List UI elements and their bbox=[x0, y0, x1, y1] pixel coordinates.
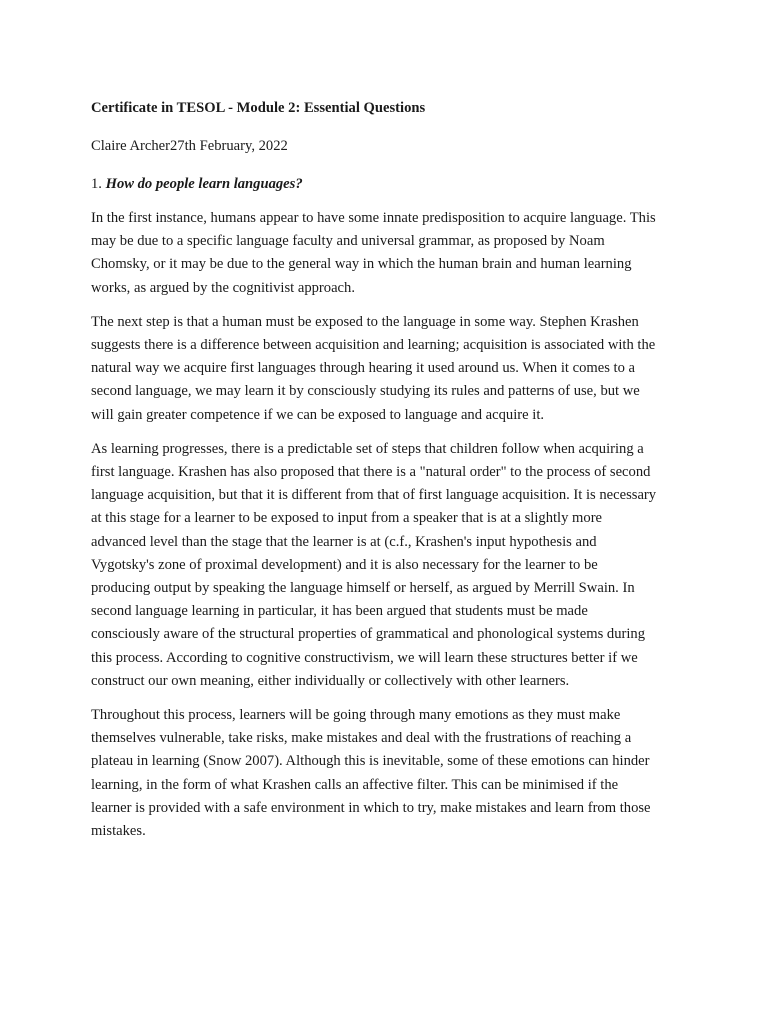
paragraph-line: Chomsky, or it may be due to the general way in which the human brain and human learning bbox=[91, 256, 632, 273]
paragraph bbox=[91, 207, 691, 300]
paragraph-line: plateau in learning (Snow 2007). Although this is inevitable, some of these emotions can hinder bbox=[91, 753, 650, 770]
paragraph-line: consciously aware of the structural properties of grammatical and phonological systems during bbox=[91, 626, 645, 643]
paragraph-line: may be due to a specific language faculty and universal grammar, as proposed by Noam bbox=[91, 233, 605, 250]
paragraph-line: producing output by speaking the language himself or herself, as argued by Merrill Swain. In bbox=[91, 580, 635, 597]
paragraph-line: construct our own meaning, either individually or collectively with other learners. bbox=[91, 672, 570, 689]
paragraph-line: mistakes. bbox=[91, 823, 146, 840]
paragraph-line: Vygotsky's zone of proximal development) and it is also necessary for the learner to be bbox=[91, 556, 598, 573]
paragraph-line: The next step is that a human must be exposed to the language in some way. Stephen Krashen bbox=[91, 313, 639, 330]
document-title: Certificate in TESOL - Module 2: Essential Questions bbox=[91, 100, 426, 116]
paragraph-line: language acquisition, but that it is different from that of first language acquisition. It is necessary bbox=[91, 487, 657, 504]
paragraph-line: second language, we may learn it by consciously studying its rules and patterns of use, but we bbox=[91, 383, 640, 400]
paragraph-line: will gain greater competence if we can be exposed to language and acquire it. bbox=[91, 406, 545, 423]
paragraph-line: second language learning in particular, it has been argued that students must be made bbox=[91, 603, 588, 620]
paragraph-line: advanced level than the stage that the learner is at (c.f., Krashen's input hypothesis and bbox=[91, 533, 597, 550]
paragraph-line: learner is provided with a safe environment in which to try, make mistakes and learn from those bbox=[91, 799, 651, 816]
paragraph-line: themselves vulnerable, take risks, make mistakes and deal with the frustrations of reaching a bbox=[91, 730, 632, 747]
paragraph bbox=[91, 438, 691, 693]
paragraph-line: at this stage for a learner to be exposed to input from a speaker that is at a slightly more bbox=[91, 510, 603, 527]
paragraph-line: As learning progresses, there is a predictable set of steps that children follow when acquiring a bbox=[91, 440, 644, 457]
paragraph-line: natural way we acquire first languages through hearing it used around us. When it comes to a bbox=[91, 360, 635, 377]
paragraph-line: In the first instance, humans appear to have some innate predisposition to acquire language. This bbox=[91, 210, 656, 226]
paragraph-line: learning, in the form of what Krashen calls an affective filter. This can be minimised if the bbox=[91, 776, 619, 793]
paragraph-line: works, as argued by the cognitivist approach. bbox=[91, 279, 355, 296]
question-number: 1. bbox=[91, 176, 102, 192]
paragraph-line: Throughout this process, learners will be going through many emotions as they must make bbox=[91, 707, 621, 724]
question-text: How do people learn languages? bbox=[105, 176, 303, 192]
paragraph-line: this process. According to cognitive constructivism, we will learn these structures better if we bbox=[91, 649, 638, 666]
author-date-line: Claire Archer27th February, 2022 bbox=[91, 138, 288, 154]
question-heading bbox=[91, 174, 691, 194]
paragraph-line: suggests there is a difference between acquisition and learning; acquisition is associated with the bbox=[91, 337, 656, 354]
paragraph bbox=[91, 704, 691, 843]
document-page bbox=[91, 98, 691, 843]
paragraph-line: first language. Krashen has also proposed that there is a "natural order" to the process of second bbox=[91, 464, 651, 481]
paragraph bbox=[91, 311, 691, 427]
